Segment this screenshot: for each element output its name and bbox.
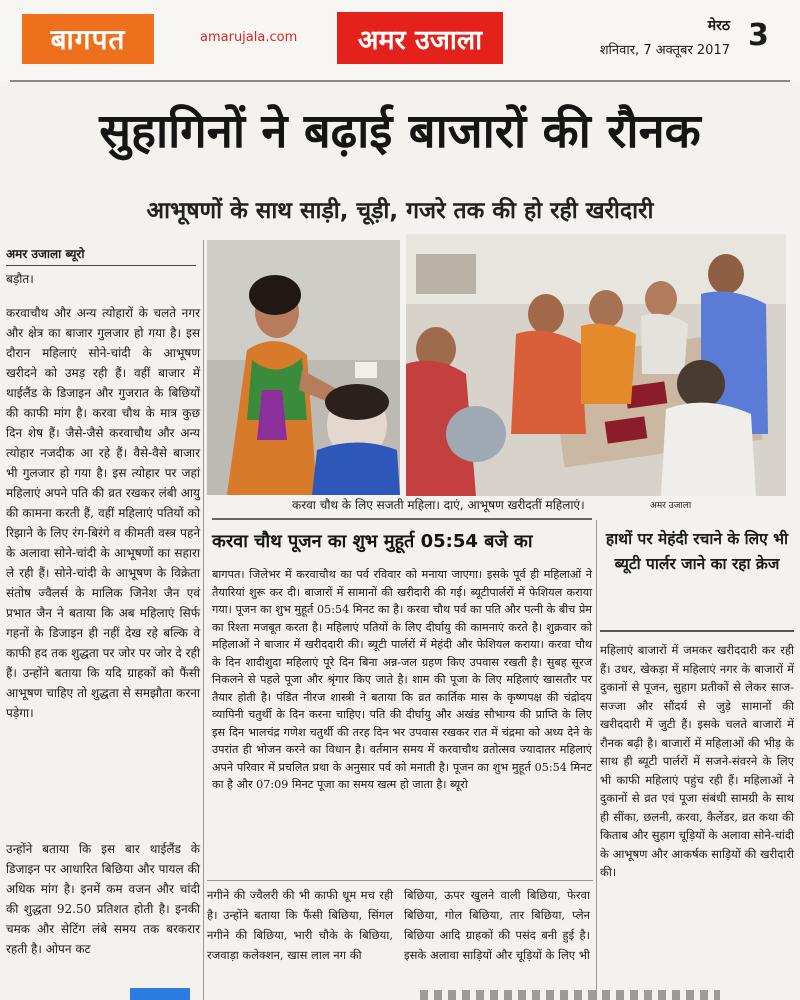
- muhurat-body: बागपत। जिलेभर में करवाचौथ का पर्व रविवार को मनाया जाएगा। इसके पूर्व ही महिलाओं ने तैयारियां शुरू कर दी। बाजारों में सामानों की खरीदारी की गई। ब्यूटीपार्लरों में फेशियल कराया गया। पूजन का शुभ मुहूर्त 05:54 मिनट का है। करवा चौथ पर्व का पति और पत्नी के बीच प्रेम का रिश्ता मजबूत करता है। महिलाएं पतियों के लिए दीर्घायु की कामनाएं करते है। शुक्रवार को महिलाओं ने बाजार में खरीददारी की। ब्यूटी पार्लरों में मेहंदी और फेशियल कराया। करवा चौथ के दिन शादीशुदा महिलाएं पूरे दिन बिना अन्न-जल ग्रहण किए उपवास रखती है। सुबह सूरज निकलने से पहले पूजा और श्रृंगार किए जाते है। शाम की पूजा के लिए महिलाएं खासतौर पर तैयार होती है। पंडित नीरज शास्त्री ने बताया कि व्रत कार्तिक मास के कृष्णपक्ष की चंद्रोदय व्यापिनी चतुर्थी के दिन करना चाहिए। पति की दीर्घायु और अखंड सौभाग्य की प्राप्ति के लिए इस दिन भालचंद्र गणेश चतुर्थी की तरह दिन भर उपवास रखकर रात में चंद्रमा को अध्य देने के उपरांत ही भोजन करने का विधान है। वर्तमान समय में करवाचौथ व्रतोत्सव ज्यादातर महिलाएं अपने परिवार में प्रचलित प्रथा के अनुसार पर्व को मनाती है। पूजन का शुभ मुहूर्त 05:54 मिनट का है और 07:09 मिनट पूजा का समय खत्म हो जाता है। ब्यूरो: [212, 568, 592, 791]
- photo-jewellery-illustration: [406, 234, 786, 496]
- photo-makeup: [207, 240, 400, 495]
- column-divider: [596, 520, 597, 1000]
- main-story-column: [6, 303, 200, 725]
- muhurat-headline: करवा चौथ पूजन का शुभ मुहूर्त 05:54 बजे का: [212, 531, 533, 552]
- next-story-headline-fragment: [420, 990, 720, 1000]
- main-story-bottom-col-1: नगीने की ज्वैलरी की भी काफी धूम मच रही है। उन्होंने बताया कि फैंसी बिछिया, सिंगल नगीने की बिछिया, भारी चौके के बिछिया, रजवाड़ा कलेक्शन, खास लाल नग की: [207, 888, 393, 962]
- bottom-rule: [207, 880, 593, 881]
- sidebar-rule: [600, 630, 794, 632]
- edition-date: शनिवार, 7 अक्तूबर 2017: [599, 43, 730, 58]
- next-story-tag: [130, 988, 190, 1000]
- photo-credit: अमर उजाला: [650, 501, 692, 511]
- main-headline: सुहागिनों ने बढ़ाई बाजारों की रौनक: [99, 104, 701, 159]
- edition-city: मेरठ: [707, 18, 730, 34]
- site-url: amarujala.com: [200, 30, 298, 45]
- sidebar-headline: हाथों पर मेहंदी रचाने के लिए भी ब्यूटी पार्लर जाने का रहा क्रेज: [605, 530, 789, 573]
- section-tag: बागपत: [22, 14, 154, 64]
- photo-caption: करवा चौथ के लिए सजती महिला। दाएं, आभूषण खरीदतीं महिलाएं।: [292, 498, 585, 512]
- newspaper-logo: अमर उजाला: [337, 12, 503, 64]
- main-story-bottom-col-2: बिछिया, ऊपर खुलने वाली बिछिया, फेरवा बिछिया, गोल बिछिया, तार बिछिया, प्लेन बिछिया आदि ग्राहकों की पसंद बनी हुई है। इसके अलावा साड़ियों और चूड़ियों के लिए भी: [404, 888, 590, 962]
- masthead: [0, 0, 800, 82]
- main-story-paragraph-2: उन्होंने बताया कि इस बार थाईलैंड के डिजाइन पर आधारित बिछिया और पायल की अधिक मांग है। इनमें कम वजन और चांदी की शुद्धता 92.50 प्रतिशत होती है। इनकी चमक और सेटिंग लंबे समय तक बरकरार रहती है। ओपन कट: [6, 842, 200, 956]
- photo-jewellery-shop: [406, 234, 786, 496]
- byline-rule: [6, 265, 196, 266]
- photo-makeup-illustration: [207, 240, 400, 495]
- main-story-paragraph: करवाचौथ और अन्य त्योहारों के चलते नगर और क्षेत्र का बाजार गुलजार हो गया है। इस दौरान महिलाएं सोने-चांदी के आभूषण खरीदने को उमड़ रही हैं। वहीं बाजार में थाईलैंड के डिजाइन और गुजरात के बिछियों की काफी मांग है। करवा चौथ के मात्र कुछ दिन शेष हैं। जैसे-जैसे करवाचौथ और अन्य त्योहार नजदीक आ रहे हैं। वैसे-वैसे बाजार भी गुलजार हो गया है। इस त्योहार पर जहां महिलाएं अपने पति की व्रत रखकर लंबी आयु की कामना करती हैं, वहीं महिलाएं पतियों को रिझाने के लिए रंग-बिरंगे व कीमती वस्त्र पहने के अलावा सोने-चांदी के आभूषणों का सहारा ले रही हैं। सोने-चांदी के आभूषण के विक्रेता संतोष ज्वैलर्स के मालिक जिनेश जैन एवं प्रभात जैन ने बताया कि अब महिलाएं सिर्फ गहनों के डिजाइन ही नहीं देख रहे बल्कि वे काफी हद तक शुद्धता पर जोर पर जोर दे रही हैं। उन्होंने बताया कि यदि ग्राहकों को फैंसी आभूषण चाहिए तो शुद्धता से समझौता करना पड़ेगा।: [6, 306, 200, 720]
- sidebar-body: महिलाएं बाजारों में जमकर खरीददारी कर रही हैं। उधर, खेकड़ा में महिलाएं नगर के बाजारों में दुकानों से पूजन, सुहाग प्रतीकों से लेकर साज-सज्जा और सौंदर्य से जुड़े सामानों की खरीददारी में जुटी हैं। इसके चलते बाजारों में रौनक बढ़ी है। बाजारों में महिलाओं की भीड़ के साथ ही ब्यूटी पार्लरों में सजने-संवरने के लिए भी काफी महिलाएं पहुंच रही हैं। महिलाओं ने दुकानों से व्रत एवं पूजा संबंधी सामग्री के साथ ही सींका, छलनी, करवा, कैलेंडर, व्रत कथा की किताब और सुहाग चूड़ियों के अलावा सोने-चांदी के आभूषण और आकर्षक साड़ियों की खरीदारी की।: [600, 643, 794, 879]
- dateline: बड़ौत।: [6, 272, 34, 286]
- main-subhead: आभूषणों के साथ साड़ी, चूड़ी, गजरे तक की हो रही खरीदारी: [146, 198, 654, 224]
- page-number: 3: [748, 18, 769, 53]
- byline: अमर उजाला ब्यूरो: [6, 247, 85, 261]
- column-divider: [203, 240, 204, 1000]
- muhurat-rule: [212, 518, 592, 520]
- masthead-rule: [10, 80, 790, 82]
